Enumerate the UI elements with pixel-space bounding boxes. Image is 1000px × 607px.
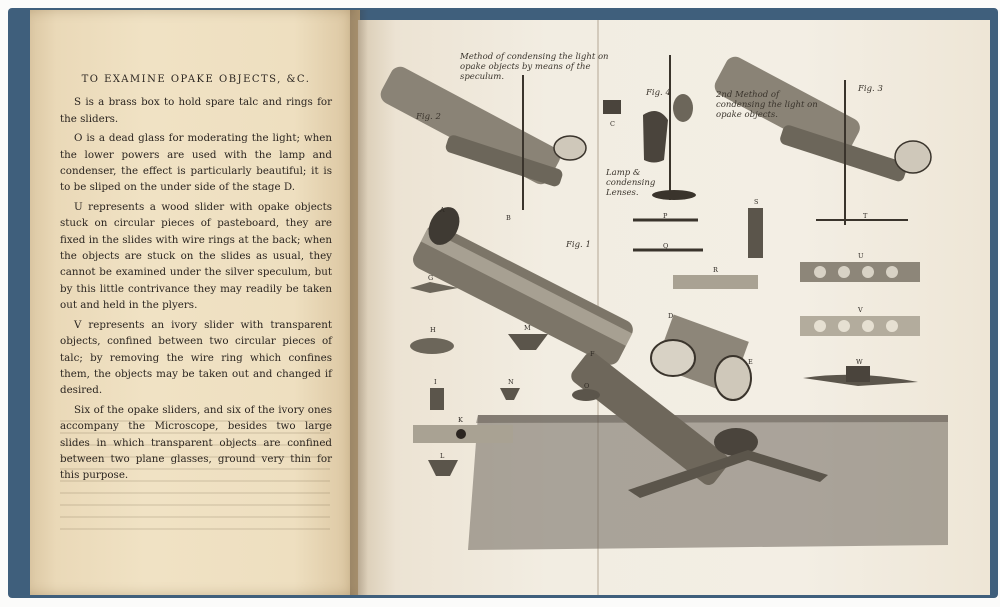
show-through-text bbox=[60, 420, 330, 540]
fig3-apparatus bbox=[711, 53, 931, 225]
paragraph-u: U represents a wood slider with opake objects stuck on circular pieces of pasteboard, they are fixed in the slides with wire rings at the back; when the objects are stuck on the slides as usual, they cannot be examined under the silver speculum, but by this little contrivance they may readily be taken out and held in the plyers. bbox=[60, 200, 332, 312]
page-heading: TO EXAMINE OPAKE OBJECTS, &C. bbox=[81, 74, 311, 85]
part-label: Q bbox=[663, 242, 669, 250]
part-label: L bbox=[440, 452, 445, 460]
part-w-cap bbox=[846, 366, 870, 382]
lamp-body bbox=[643, 111, 668, 163]
plate-drawing bbox=[358, 20, 990, 595]
u-object bbox=[862, 266, 874, 278]
fig2-label: Fig. 2 bbox=[416, 112, 441, 122]
part-label: V bbox=[858, 306, 863, 314]
v-object bbox=[814, 320, 826, 332]
part-label: S bbox=[754, 198, 759, 206]
part-label: R bbox=[713, 266, 718, 274]
fig3-caption: 2nd Method of condensing the light on opake objects. bbox=[716, 90, 818, 120]
part-label: O bbox=[584, 382, 590, 390]
part-label: D bbox=[668, 312, 674, 320]
fig3-label: Fig. 3 bbox=[858, 84, 883, 94]
part-label: W bbox=[856, 358, 863, 366]
part-l-cup bbox=[428, 460, 458, 476]
u-object bbox=[886, 266, 898, 278]
part-c-box bbox=[603, 100, 621, 114]
part-o-glass bbox=[572, 389, 600, 401]
v-object bbox=[862, 320, 874, 332]
engraving-plate bbox=[358, 20, 990, 595]
v-object bbox=[886, 320, 898, 332]
fig3-speculum bbox=[895, 141, 931, 173]
paragraph-s: S is a brass box to hold spare talc and rings for the sliders. bbox=[60, 96, 332, 125]
fig4-label: Fig. 4 bbox=[646, 88, 671, 98]
part-m-cup bbox=[508, 334, 548, 350]
part-h-ring bbox=[410, 338, 454, 354]
part-label: T bbox=[863, 212, 868, 220]
part-label: K bbox=[458, 416, 463, 424]
part-r-slider bbox=[673, 275, 758, 289]
condensing-lens bbox=[673, 94, 693, 122]
part-label: F bbox=[590, 350, 595, 358]
part-n-cap bbox=[500, 388, 520, 400]
part-s-box bbox=[748, 208, 763, 258]
fig2-apparatus bbox=[377, 63, 586, 210]
part-label: U bbox=[858, 252, 864, 260]
u-object bbox=[814, 266, 826, 278]
part-label: N bbox=[508, 378, 514, 386]
paragraph-v: V represents an ivory slider with transparent objects, confined between two circular pieces of talc; by removing the wire ring which confines them, the objects may be taken out and changed if desired. bbox=[60, 318, 332, 397]
part-i-box bbox=[430, 388, 444, 410]
u-object bbox=[838, 266, 850, 278]
part-label: C bbox=[610, 120, 615, 128]
part-label: H bbox=[430, 326, 436, 334]
part-k-hole bbox=[456, 429, 466, 439]
part-label: E bbox=[748, 358, 753, 366]
part-label: M bbox=[524, 324, 531, 332]
part-label: P bbox=[663, 212, 668, 220]
v-object bbox=[838, 320, 850, 332]
part-label: G bbox=[428, 274, 434, 282]
fig2-speculum bbox=[554, 136, 586, 160]
fig1-label: Fig. 1 bbox=[566, 240, 591, 250]
fig4-caption: Lamp & condensing Lenses. bbox=[606, 168, 656, 198]
condenser-lens bbox=[715, 356, 751, 400]
part-label: B bbox=[506, 214, 511, 222]
paragraph-six: Six of the opake sliders, and six of the ivory ones accompany the Microscope, besides two large slides in which transparent objects are confined between two plane glasses, ground very thin for this purpose. bbox=[60, 403, 332, 482]
part-label: I bbox=[434, 378, 437, 386]
paragraph-o: O is a dead glass for moderating the light; when the lower powers are used with the lamp and condenser, the effect is particularly beautiful; it is to be sliped on the under side of the stage D. bbox=[60, 132, 332, 194]
fig2-caption: Method of condensing the light on opake objects by means of the speculum. bbox=[460, 52, 609, 82]
table-edge bbox=[476, 415, 948, 423]
stage-mirror bbox=[651, 340, 695, 376]
part-label: A bbox=[440, 206, 445, 214]
